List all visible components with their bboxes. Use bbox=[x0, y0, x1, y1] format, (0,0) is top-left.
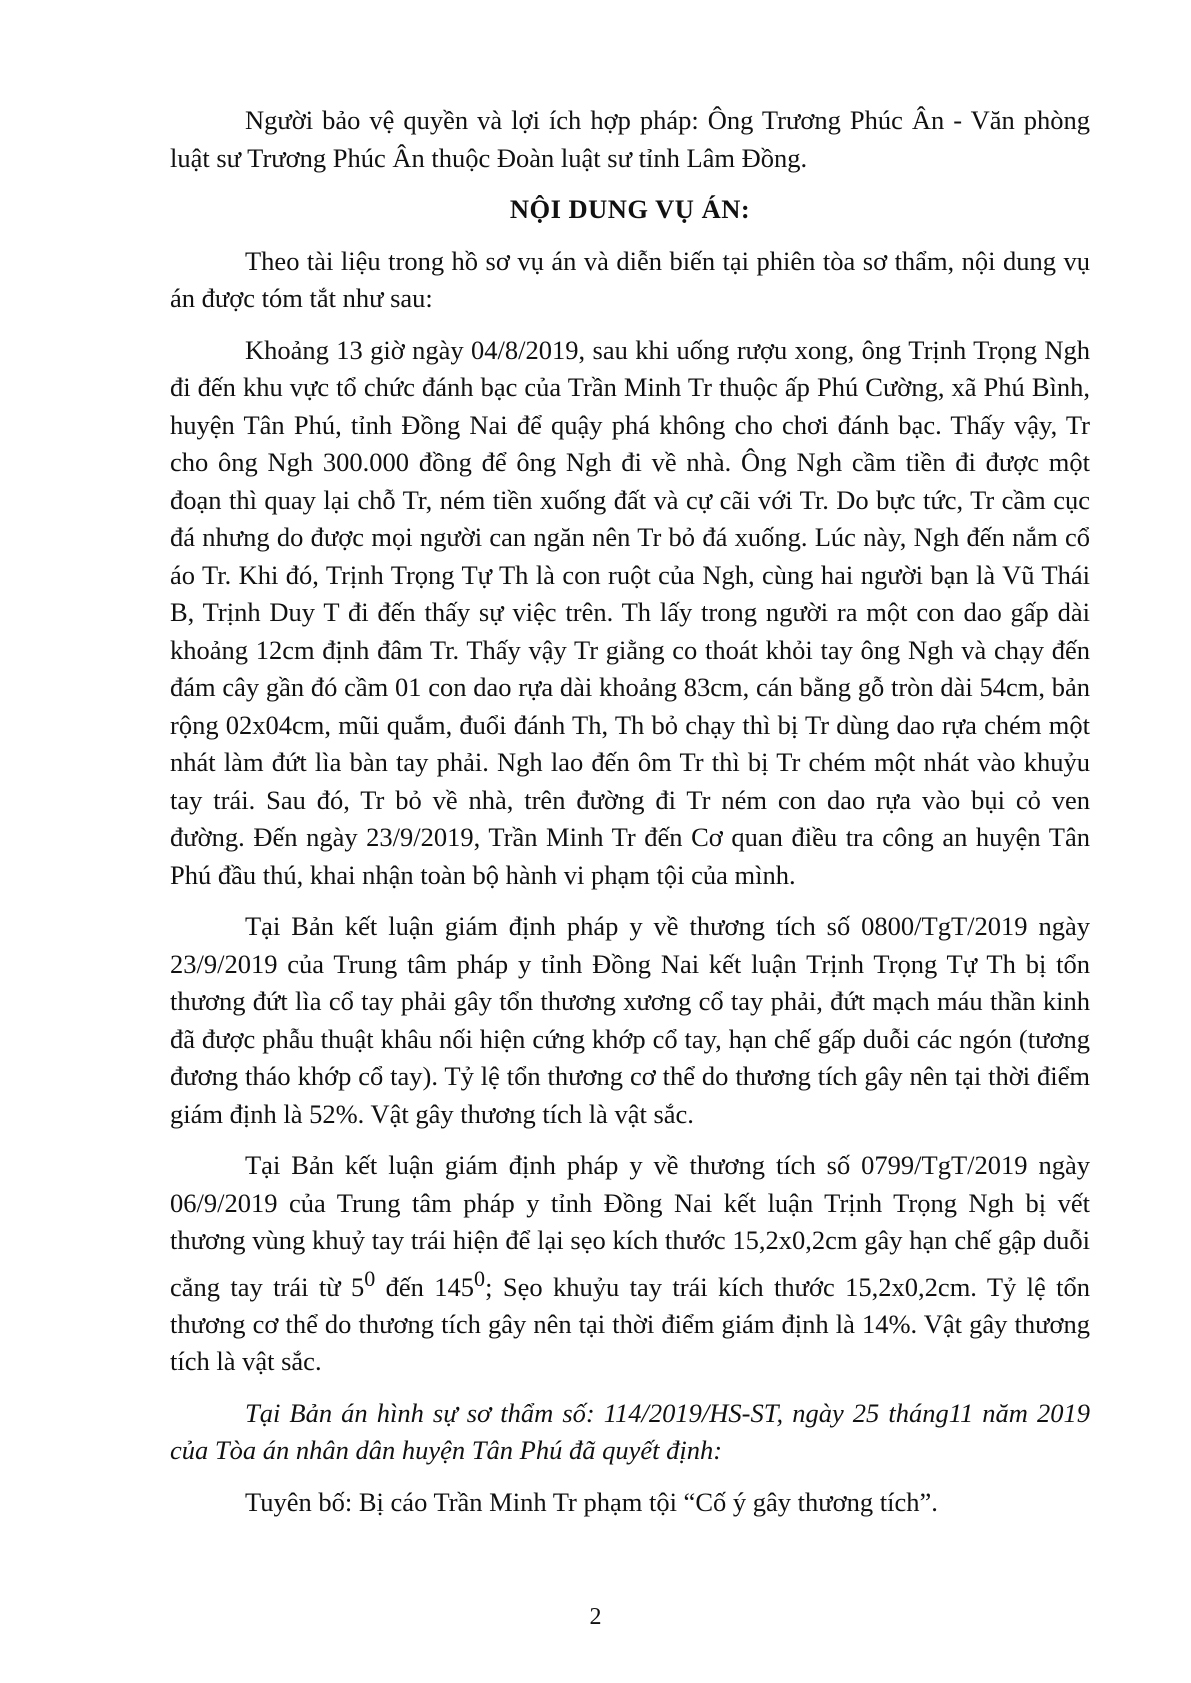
paragraph-representative: Người bảo vệ quyền và lợi ích hợp pháp: Ông Trương Phúc Ân - Văn phòng luật sư Trương Phúc Ân thuộc Đoàn luật sư tỉnh Lâm Đồng. bbox=[170, 105, 1090, 173]
document-body bbox=[170, 102, 1090, 1535]
paragraph-case-facts: Khoảng 13 giờ ngày 04/8/2019, sau khi uống rượu xong, ông Trịnh Trọng Ngh đi đến khu vực tổ chức đánh bạc của Trần Minh Tr thuộc ấp Phú Cường, xã Phú Bình, huyện Tân Phú, tỉnh Đồng Nai để quậy phá không cho chơi đánh bạc. Thấy vậy, Tr cho ông Ngh 300.000 đồng để ông Ngh đi về nhà. Ông Ngh cầm tiền đi được một đoạn thì quay lại chỗ Tr, ném tiền xuống đất và cự cãi với Tr. Do bực tức, Tr cầm cục đá nhưng do được mọi người can ngăn nên Tr bỏ đá xuống. Lúc này, Ngh đến nắm cổ áo Tr. Khi đó, Trịnh Trọng Tự Th là con ruột của Ngh, cùng hai người bạn là Vũ Thái B, Trịnh Duy T đi đến thấy sự việc trên. Th lấy trong người ra một con dao gấp dài khoảng 12cm định đâm Tr. Thấy vậy Tr giằng co thoát khỏi tay ông Ngh và chạy đến đám cây gần đó cầm 01 con dao rựa dài khoảng 83cm, cán bằng gỗ tròn dài 54cm, bản rộng 02x04cm, mũi quắm, đuổi đánh Th, Th bỏ chạy thì bị Tr dùng dao rựa chém một nhát làm đứt lìa bàn tay phải. Ngh lao đến ôm Tr thì bị Tr chém một nhát vào khuỷu tay trái. Sau đó, Tr bỏ về nhà, trên đường đi Tr ném con dao rựa vào bụi cỏ ven đường. Đến ngày 23/9/2019, Trần Minh Tr đến Cơ quan điều tra công an huyện Tân Phú đầu thú, khai nhận toàn bộ hành vi phạm tội của mình. bbox=[170, 334, 1090, 890]
forensic-2-part-b: đến 145 bbox=[375, 1271, 475, 1302]
degree-superscript-2: 0 bbox=[474, 1265, 486, 1291]
degree-superscript-1: 0 bbox=[364, 1265, 376, 1291]
forensic-2-part-a: Tại Bản kết luận giám định pháp y về thương tích số 0799/TgT/2019 ngày 06/9/2019 của Trung tâm pháp y tỉnh Đồng Nai kết luận Trịnh Trọng Ngh bị vết thương vùng khuỷ tay trái hiện để lại sẹo kích thước 15,2x0,2cm gây hạn chế gập duỗi cẳng tay trái từ 5 bbox=[170, 1150, 1090, 1302]
paragraph-forensic-1: Tại Bản kết luận giám định pháp y về thương tích số 0800/TgT/2019 ngày 23/9/2019 của Trung tâm pháp y tỉnh Đồng Nai kết luận Trịnh Trọng Tự Th bị tổn thương đứt lìa cổ tay phải gây tổn thương xương cổ tay phải, đứt mạch máu thần kinh đã được phẫu thuật khâu nối hiện cứng khớp cổ tay, hạn chế gấp duỗi các ngón (tương đương tháo khớp cổ tay). Tỷ lệ tổn thương cơ thể do thương tích gây nên tại thời điểm giám định là 52%. Vật gây thương tích là vật sắc. bbox=[170, 911, 1090, 1129]
section-heading: NỘI DUNG VỤ ÁN: bbox=[509, 194, 751, 224]
paragraph-forensic-2 bbox=[170, 1147, 1090, 1381]
paragraph-judgment-ref: Tại Bản án hình sự sơ thẩm số: 114/2019/HS-ST, ngày 25 tháng11 năm 2019 của Tòa án nhân dân huyện Tân Phú đã quyết định: bbox=[170, 1397, 1090, 1466]
page-number: 2 bbox=[589, 1604, 602, 1630]
paragraph-verdict: Tuyên bố: Bị cáo Trần Minh Tr phạm tội “Cố ý gây thương tích”. bbox=[245, 1486, 938, 1517]
forensic-2-part-c: ; Sẹo khuỷu tay trái kích thước 15,2x0,2cm. Tỷ lệ tổn thương cơ thể do thương tích gây nên tại thời điểm giám định là 14%. Vật gây thương tích là vật sắc. bbox=[170, 1271, 1091, 1377]
paragraph-intro: Theo tài liệu trong hồ sơ vụ án và diễn biến tại phiên tòa sơ thẩm, nội dung vụ án được tóm tắt như sau: bbox=[170, 245, 1090, 313]
